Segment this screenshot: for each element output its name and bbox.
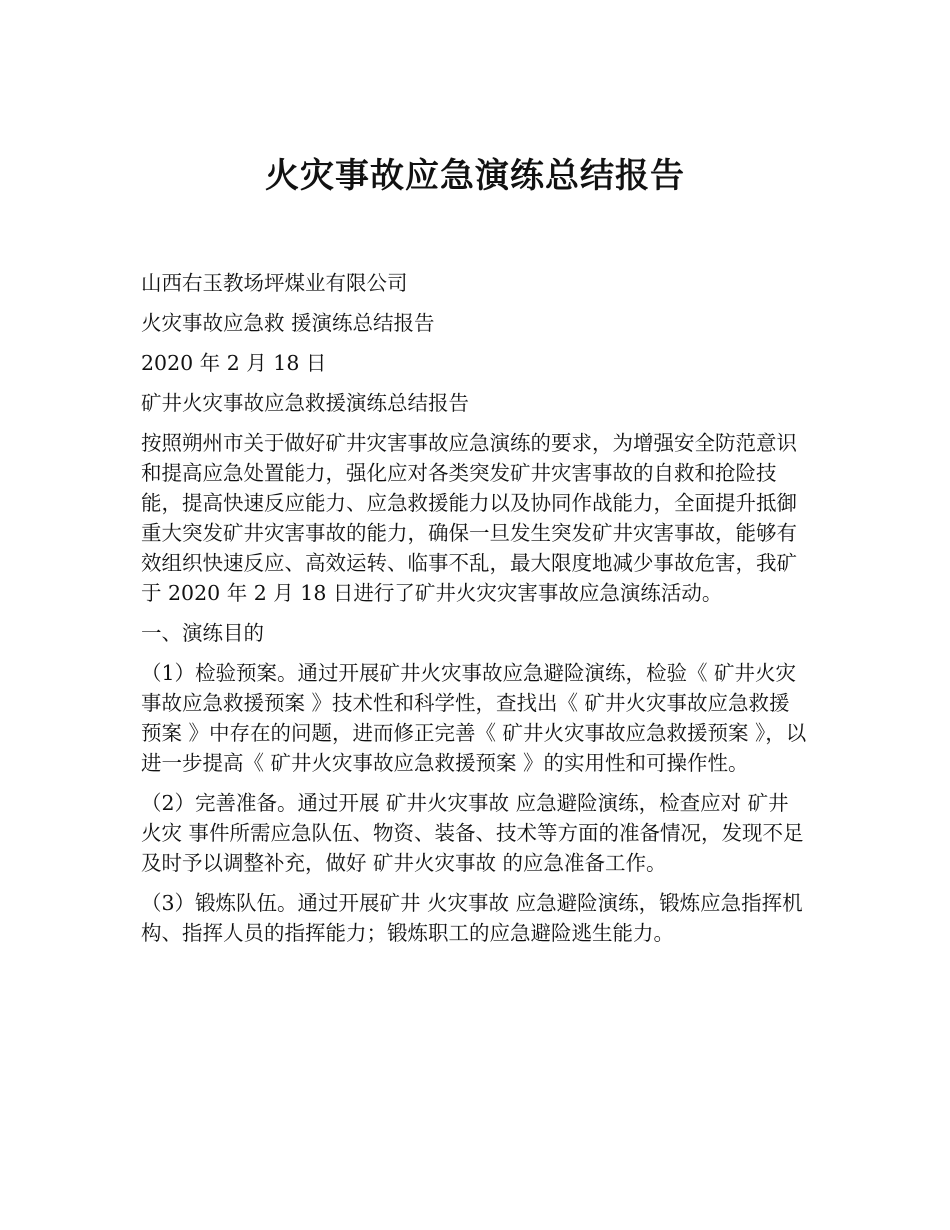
intro-paragraph: 按照朔州市关于做好矿井灾害事故应急演练的要求，为增强安全防范意识和提高应急处置能力，强化应对各类突发矿井灾害事故的自救和抢险技能，提高快速反应能力、应急救援能力以及协同作战能力，全面提升抵御重大突发矿井灾害事故的能力，确保一旦发生突发矿井灾害事故，能够有效组织快速反应、高效运转、临事不乱，最大限度地减少事故危害，我矿于 2020 年 2 月 18 日进行了矿井火灾灾害事故应急演练活动。 [141,431,797,605]
list-item: （2）完善准备。通过开展 矿井火灾事故 应急避险演练，检查应对 矿井火灾 事件所需应急队伍、物资、装备、技术等方面的准备情况，发现不足及时予以调整补充，做好 矿井火灾事故 的应急准备工作。 [141,791,804,875]
document-title: 火灾事故应急演练总结报告 [265,156,685,196]
list-item: （1）检验预案。通过开展矿井火灾事故应急避险演练，检验《 矿井火灾事故应急救援预案 》技术性和科学性，查找出《 矿井火灾事故应急救援预案 》中存在的问题，进而修正完善《 矿井火灾事故应急救援预案 》，以进一步提高《 矿井火灾事故应急救援预案 》的实用性和可操作性。 [141,661,807,775]
report-subtitle: 火灾事故应急救 援演练总结报告 [141,311,435,335]
list-item: （3）锻炼队伍。通过开展矿井 火灾事故 应急避险演练，锻炼应急指挥机构、指挥人员的指挥能力；锻炼职工的应急避险逃生能力。 [141,891,803,945]
company-name: 山西右玉教场坪煤业有限公司 [141,271,408,295]
report-heading: 矿井火灾事故应急救援演练总结报告 [141,391,469,415]
report-date: 2020 年 2 月 18 日 [141,351,327,375]
section-heading: 一、演练目的 [141,621,264,645]
document-body [141,268,809,958]
